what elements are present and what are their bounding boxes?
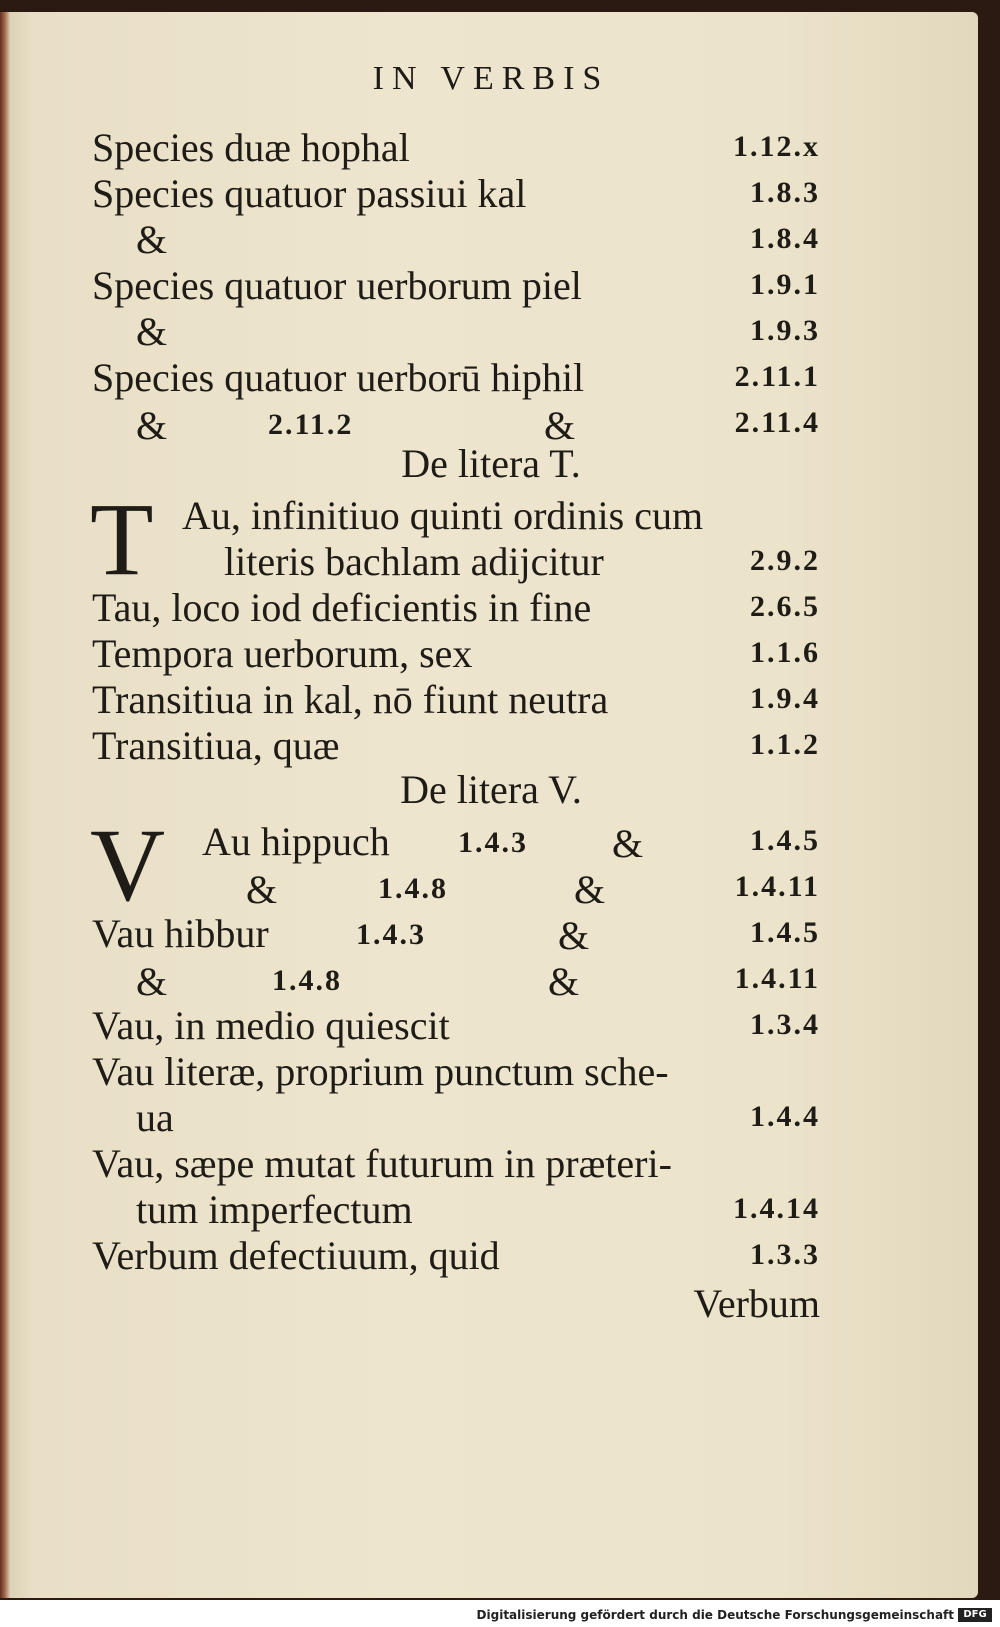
index-entry — [92, 1140, 820, 1186]
entry-text: Species quatuor uerborum piel — [92, 263, 582, 308]
entry-text: literis bachlam adijcitur — [224, 539, 604, 584]
entry-ref: 2.11.1 — [734, 360, 820, 393]
index-entry — [92, 124, 820, 170]
entry-ref: 1.4.3 — [458, 826, 528, 859]
entry-ref: 1.9.1 — [750, 268, 820, 301]
index-entry — [92, 864, 820, 910]
index-entry — [92, 1232, 820, 1278]
index-entry — [92, 722, 820, 768]
entry-text: tum imperfectum — [136, 1187, 413, 1232]
drop-cap: V — [90, 808, 166, 923]
entry-ref: 1.8.4 — [750, 222, 820, 255]
entry-text: Vau, sæpe mutat futurum in præteri- — [92, 1141, 672, 1186]
index-entry — [92, 630, 820, 676]
index-entry — [92, 1048, 820, 1094]
entry-text: Tau, loco iod deficientis in fine — [92, 585, 592, 630]
entry-ref: 2.9.2 — [750, 544, 820, 577]
entry-text: Tempora uerborum, sex — [92, 631, 473, 676]
section-heading: De litera T. — [401, 441, 581, 486]
entry-text: Species duæ hophal — [92, 125, 410, 170]
entry-ref: 1.4.11 — [734, 962, 820, 995]
catchword-row — [92, 1280, 820, 1326]
entry-text: Species quatuor uerborū hiphil — [92, 355, 585, 400]
index-entry — [92, 956, 820, 1002]
ampersand: & — [136, 959, 168, 1004]
ampersand: & — [246, 867, 278, 912]
entry-ref: 2.6.5 — [750, 590, 820, 623]
entry-ref: 2.11.2 — [268, 408, 354, 441]
catchword: Verbum — [693, 1281, 820, 1326]
digitization-credit: Digitalisierung gefördert durch die Deutsche Forschungsgemeinschaft — [476, 1608, 954, 1622]
entry-text: Species quatuor passiui kal — [92, 171, 527, 216]
index-entry — [92, 262, 820, 308]
entry-ref: 1.12.x — [733, 130, 820, 163]
entry-ref: 1.8.3 — [750, 176, 820, 209]
entry-text: Au hippuch — [202, 819, 390, 864]
entry-ref: 1.4.8 — [378, 872, 448, 905]
entry-ref: 1.3.4 — [750, 1008, 820, 1041]
index-entry — [92, 910, 820, 956]
index-entry — [92, 676, 820, 722]
entry-ref: 1.1.2 — [750, 728, 820, 761]
book-spine-edge — [0, 12, 10, 1598]
entry-ref: 1.4.8 — [272, 964, 342, 997]
entry-text: Vau, in medio quiescit — [92, 1003, 450, 1048]
entry-text: Au, infinitiuo quinti ordinis cum — [182, 493, 704, 538]
index-entry — [92, 216, 820, 262]
dfg-logo: DFG — [958, 1608, 992, 1622]
entry-ref: 2.11.4 — [734, 406, 820, 439]
ampersand: & — [548, 959, 580, 1004]
ampersand: & — [136, 403, 168, 448]
ampersand: & — [574, 867, 606, 912]
index-entry — [92, 170, 820, 216]
entry-text: & — [136, 309, 168, 354]
index-entry — [92, 492, 820, 538]
index-entry — [92, 818, 820, 864]
entry-text: Transitiua, quæ — [92, 723, 340, 768]
index-entry — [92, 584, 820, 630]
drop-cap: T — [90, 482, 154, 597]
index-entry — [92, 308, 820, 354]
entry-ref: 1.4.14 — [733, 1192, 820, 1225]
entry-ref: 1.4.5 — [750, 916, 820, 949]
entry-ref: 1.4.3 — [356, 918, 426, 951]
entry-ref: 1.4.4 — [750, 1100, 820, 1133]
entry-text: Vau literæ, proprium punctum sche- — [92, 1049, 669, 1094]
index-entry — [92, 1186, 820, 1232]
ampersand: & — [544, 403, 576, 448]
entry-ref: 1.4.5 — [750, 824, 820, 857]
entry-ref: 1.1.6 — [750, 636, 820, 669]
entry-text: Vau hibbur — [92, 911, 269, 956]
entry-text: & — [136, 217, 168, 262]
section-heading: De litera V. — [400, 767, 582, 812]
footer-bar — [0, 1604, 1000, 1627]
entry-text: ua — [136, 1095, 174, 1140]
book-page — [4, 12, 978, 1598]
index-entry — [92, 354, 820, 400]
entry-ref: 1.4.11 — [734, 870, 820, 903]
entry-ref: 1.9.3 — [750, 314, 820, 347]
entry-ref: 1.3.3 — [750, 1238, 820, 1271]
index-entry — [92, 1002, 820, 1048]
running-head: IN VERBIS — [372, 60, 610, 97]
entry-text: Verbum defectiuum, quid — [92, 1233, 500, 1278]
ampersand: & — [612, 821, 644, 866]
entry-text: Transitiua in kal, nō fiunt neutra — [92, 677, 609, 722]
entry-ref: 1.9.4 — [750, 682, 820, 715]
index-entry — [92, 1094, 820, 1140]
ampersand: & — [558, 913, 590, 958]
index-entry — [92, 538, 820, 584]
